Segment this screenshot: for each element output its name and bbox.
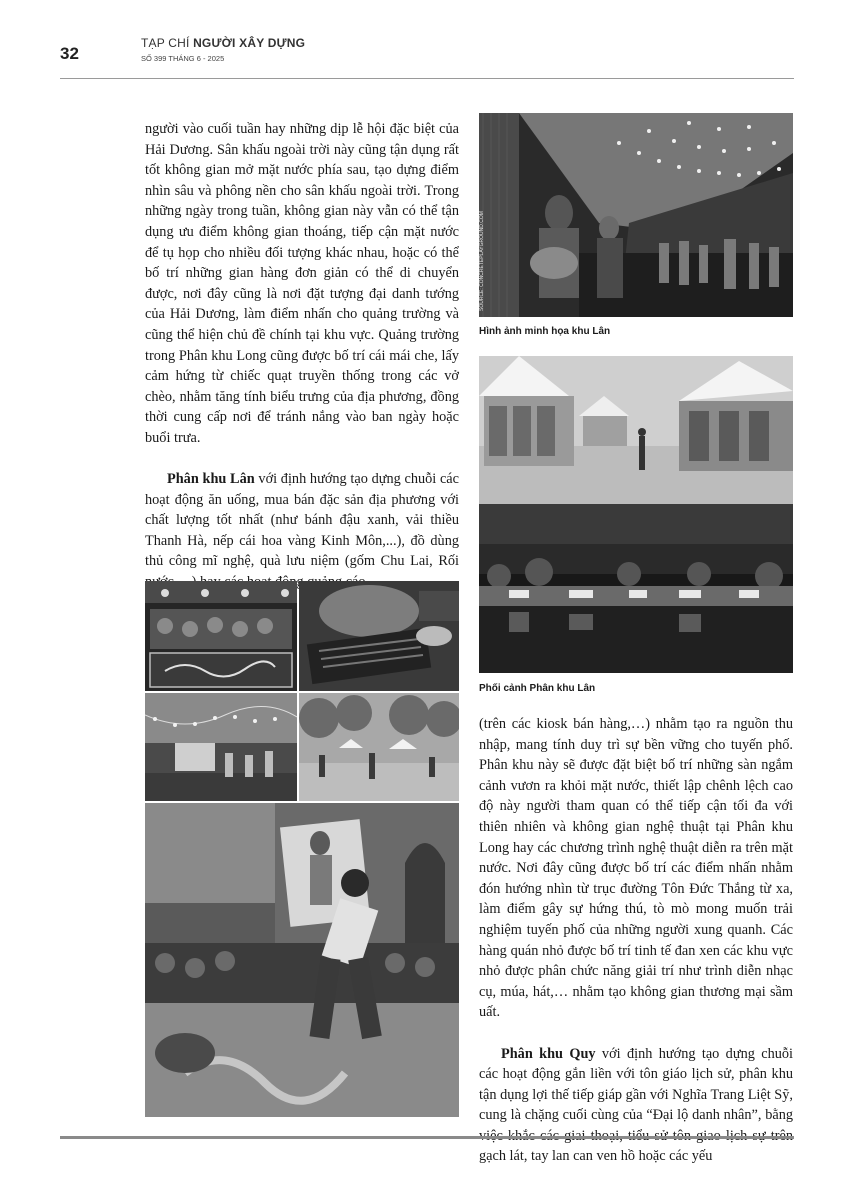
magazine-title: [141, 36, 305, 50]
magazine-name: NGƯỜI XÂY DỰNG: [193, 36, 306, 50]
quy-zone-lead: Phân khu Quy: [501, 1045, 596, 1062]
left-text-column: [145, 119, 459, 593]
paragraph-long-zone-end: người vào cuối tuần hay những dịp lễ hội đặc biệt của Hải Dương. Sân khấu ngoài trời này cũng tận dụng rất tốt không gian mở mặt nước phía sau, tạo dựng điểm nhìn sâu và phông nền cho sân khấu ngoài trời. Trong những ngày trong tuần, không gian này vẫn có thể tận dụng ưu điểm không gian thoáng, tiếp cận mặt nước để tụ họp cho nhiều đối tượng khác nhau, hoặc có thể bố trí những gian hàng đơn giản có thể di chuyển được, nơi đây cũng là nơi đặt tượng đại danh tướng của Hải Dương, làm điểm nhấn cho quảng trường và cũng thể hiện chủ đề chính tại khu vực. Quảng trường trong Phân khu Long cũng được bố trí cái mái che, lấy cảm hứng từ chiếc quạt truyền thống trong các vở chèo, nhằm tăng tính biểu trưng của địa phương, đồng thời cung cấp nơi để tránh nắng vào ban ngày hoặc buổi trưa.: [145, 121, 459, 446]
header-divider: [60, 78, 794, 79]
paragraph-lan-zone-cont: (trên các kiosk bán hàng,…) nhằm tạo ra nguồn thu nhập, mang tính duy trì sự bền vững cho tuyến phố. Phân khu này sẽ được đặt biệt bố trí những sàn ngắm cảnh vươn ra khỏi mặt nước, thiết lập chênh lệch cao độ này người tham quan có thể tiếp cận tối đa với thiên nhiên và không gian nghệ thuật tại Phân khu Long hay các chương trình nghệ thuật diễn ra trên mặt nước. Nơi đây cũng được bố trí các điểm nhấn nhằm đón hướng nhìn từ trục đường Tôn Đức Thắng từ xa, làm điểm gây sự hứng thú, tò mò mong muốn trải nghiệm tuyến phố của những người xung quanh. Các hàng quán nhỏ được bố trí tinh tế đan xen các khu vực nhỏ được phân chức năng giải trí như trình diễn nhạc cụ, múa, hát,… nhằm tạo không gian thương mại sầm uất.: [479, 716, 793, 1021]
photo-kiosk-render: [479, 356, 793, 504]
figure-caption-lan-illustration: Hình ảnh minh họa khu Lân: [479, 326, 611, 337]
issue-line: SỐ 399 THÁNG 6 - 2025: [141, 54, 225, 63]
lan-zone-lead: Phân khu Lân: [167, 471, 255, 488]
footer-divider: [60, 1136, 794, 1139]
photo-grill: [299, 581, 459, 691]
quy-zone-text: với định hướng tạo dựng chuỗi các hoạt động gắn liền với tôn giáo lịch sử, phân khu tận dụng lợi thế tiếp giáp gần với Nghĩa Trang Liệt Sỹ, cung là chặng cuối cùng của “Đại lộ danh nhân”, bằng gạch lát, tay lan can ven hồ hoặc các yếu: [479, 1045, 793, 1165]
photo-food-stall: [145, 581, 297, 691]
photo-street-musicians: [479, 113, 793, 317]
paragraph-quy-zone: [479, 1044, 793, 1168]
photo-street-dance: [145, 803, 459, 1117]
magazine-prefix: TẠP CHÍ: [141, 36, 194, 50]
photo-credit: SOURCE: CONCRETEPLAYGROUND.COM: [479, 211, 485, 311]
right-text-column: [479, 714, 793, 1167]
photo-night-waterfront: [479, 504, 793, 673]
figure-caption-lan-perspective: Phối cảnh Phân khu Lân: [479, 683, 596, 694]
lan-zone-text: với định hướng tạo dựng chuỗi các hoạt động ăn uống, mua bán đặc sản địa phương với chất lượng tốt nhất (như bánh đậu xanh, vải thiều Thanh Hà, nếp cái hoa vàng Kinh Môn,...), đồ dùng thủ công mĩ nghệ, quà lưu niệm (gốm Chu Lai, Rối: [145, 471, 459, 570]
photo-pedestrian-street: [299, 693, 459, 801]
page-number: 32: [60, 44, 79, 63]
paragraph-lan-zone: [145, 469, 459, 593]
photo-night-market: [145, 693, 297, 801]
